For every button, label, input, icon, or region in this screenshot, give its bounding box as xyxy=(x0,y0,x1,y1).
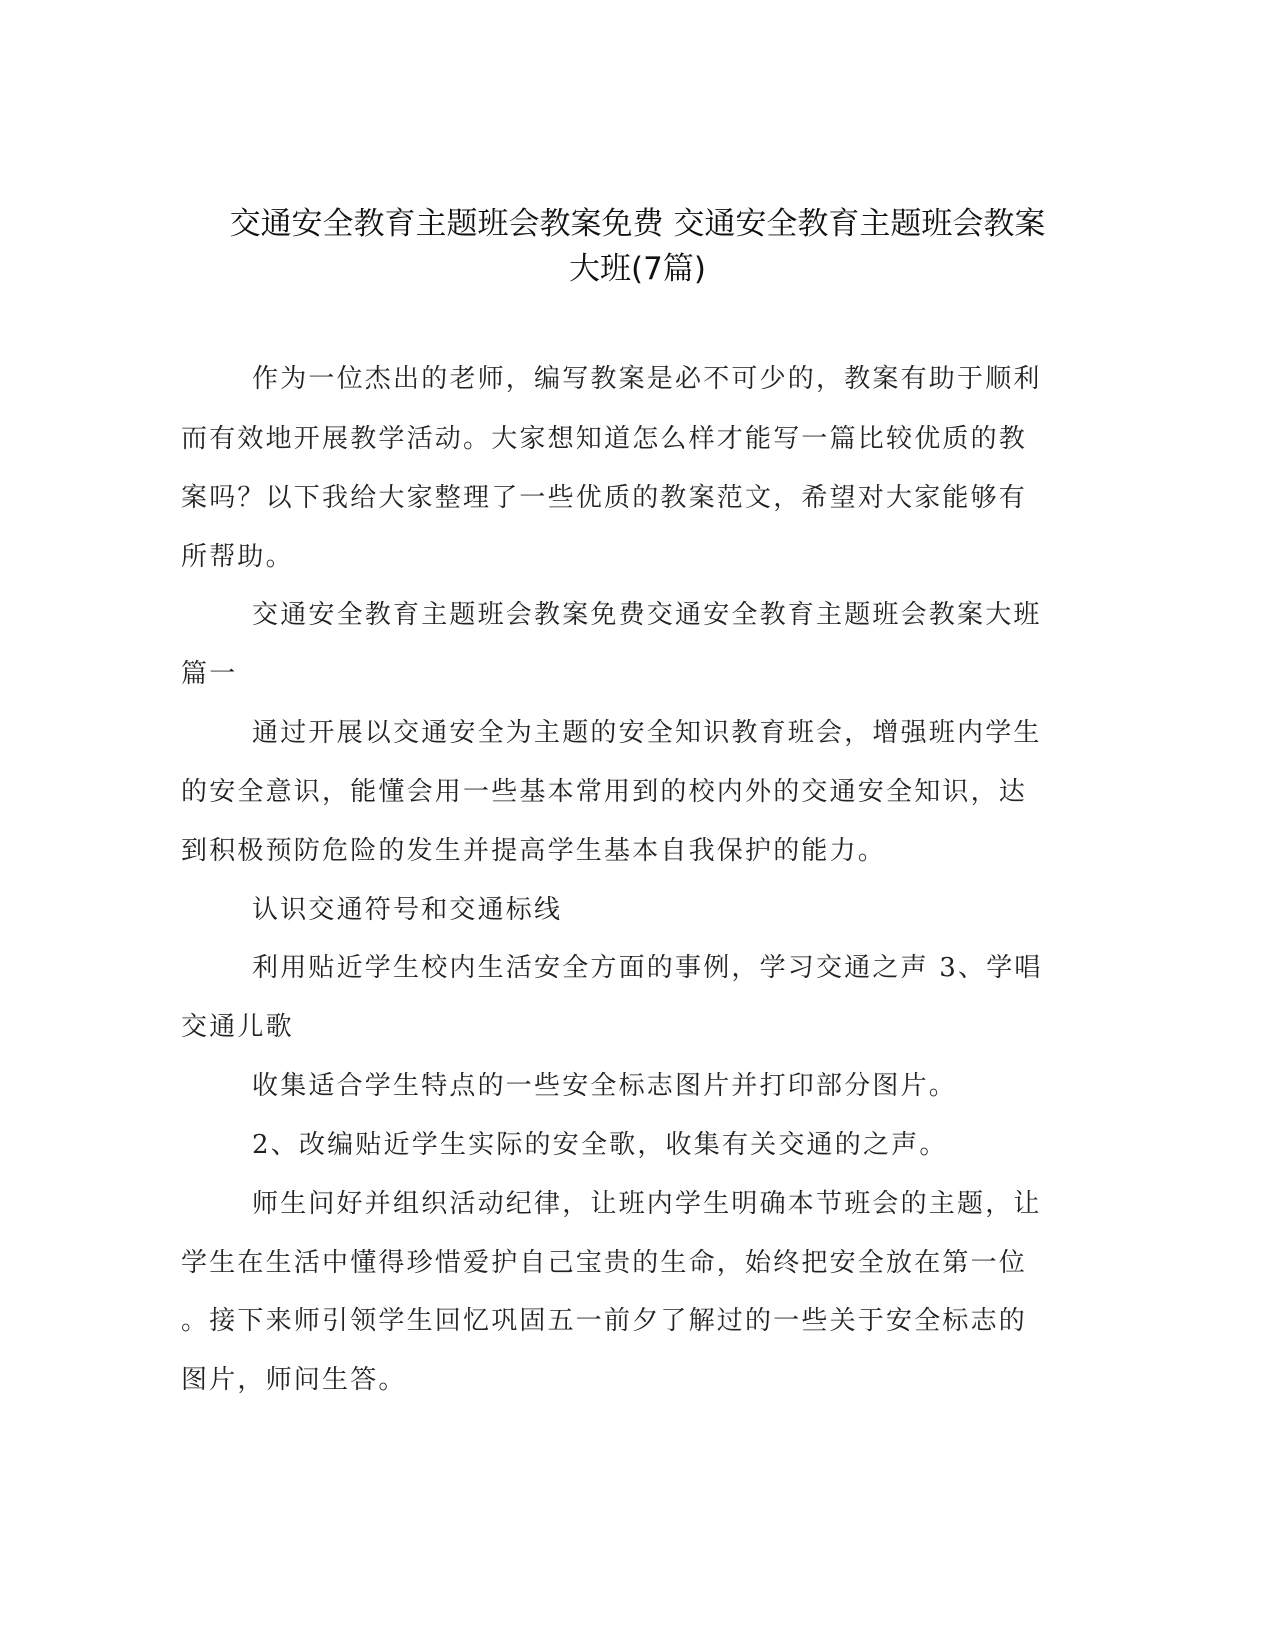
paragraph-line: 2、改编贴近学生实际的安全歌，收集有关交通的之声。 xyxy=(252,1130,948,1160)
paragraph-line: 。接下来师引领学生回忆巩固五一前夕了解过的一些关于安全标志的 xyxy=(181,1306,1028,1336)
paragraph-line: 案吗？以下我给大家整理了一些优质的教案范文，希望对大家能够有 xyxy=(181,483,1028,513)
paragraph-line: 收集适合学生特点的一些安全标志图片并打印部分图片。 xyxy=(252,1071,958,1101)
paragraph-line: 师生问好并组织活动纪律，让班内学生明确本节班会的主题，让 xyxy=(252,1189,1042,1219)
paragraph-line: 的安全意识，能懂会用一些基本常用到的校内外的交通安全知识，达 xyxy=(181,777,1028,807)
section-heading-line: 篇一 xyxy=(181,659,238,689)
paragraph-line: 所帮助。 xyxy=(181,542,294,572)
paragraph-line: 作为一位杰出的老师，编写教案是必不可少的，教案有助于顺利 xyxy=(252,364,1042,394)
paragraph-line: 通过开展以交通安全为主题的安全知识教育班会，增强班内学生 xyxy=(252,718,1042,748)
paragraph-line: 学生在生活中懂得珍惜爱护自己宝贵的生命，始终把安全放在第一位 xyxy=(181,1248,1028,1278)
paragraph-line: 交通儿歌 xyxy=(181,1012,294,1042)
title-line-1: 交通安全教育主题班会教案免费 交通安全教育主题班会教案 xyxy=(229,206,1046,242)
paragraph-line: 图片，师问生答。 xyxy=(181,1365,407,1395)
paragraph-line: 认识交通符号和交通标线 xyxy=(252,895,563,925)
section-heading-line: 交通安全教育主题班会教案免费交通安全教育主题班会教案大班 xyxy=(252,600,1042,630)
paragraph-line: 利用贴近学生校内生活安全方面的事例，学习交通之声 3、学唱 xyxy=(252,953,1043,983)
paragraph-line: 而有效地开展教学活动。大家想知道怎么样才能写一篇比较优质的教 xyxy=(181,424,1028,454)
title-line-2: 大班(7篇) xyxy=(569,251,706,287)
paragraph-line: 到积极预防危险的发生并提高学生基本自我保护的能力。 xyxy=(181,836,887,866)
